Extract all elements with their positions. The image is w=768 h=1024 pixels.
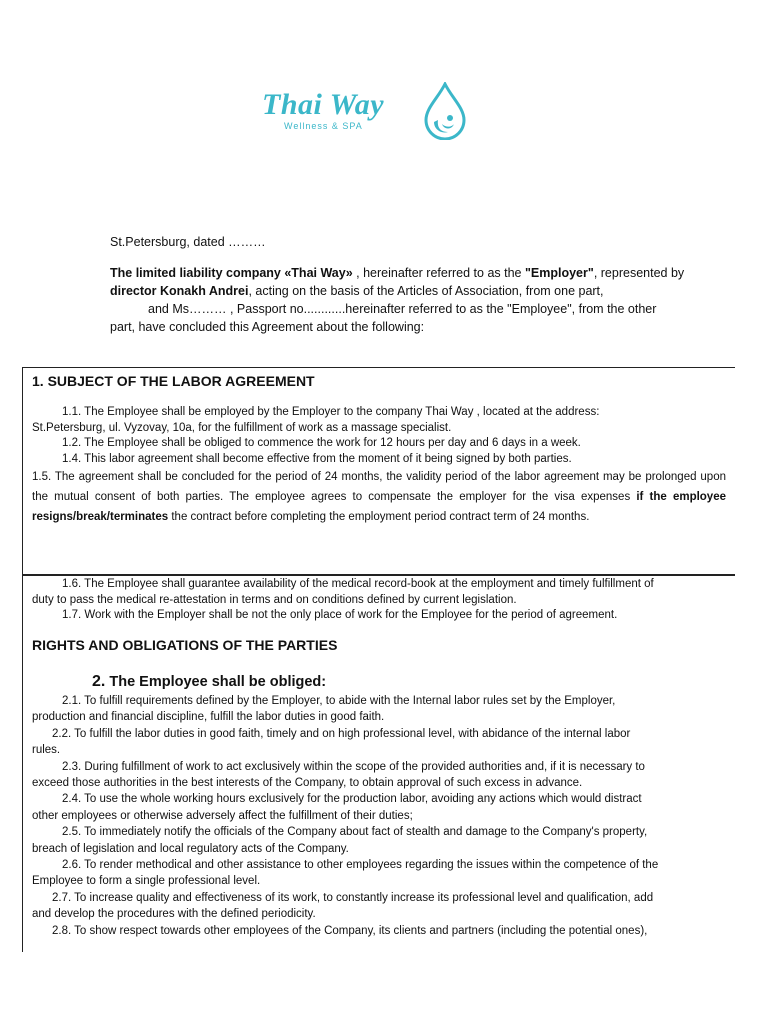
clause-2-2-cont: rules. (32, 744, 61, 757)
clause-1-4: 1.4. This labor agreement shall become effective from the moment of it being signed by both parties. (62, 452, 572, 465)
clause-emphasis: if the employee resigns/break/terminates (32, 491, 726, 523)
section-2-title: RIGHTS AND OBLIGATIONS OF THE PARTIES (32, 637, 338, 653)
clause-1-7: 1.7. Work with the Employer shall be not the only place of work for the Employee for the period of agreement. (62, 609, 618, 621)
clause-1-5 (32, 467, 726, 527)
company-name: The limited liability company «Thai Way» (110, 266, 353, 280)
section-2-subtitle (92, 673, 326, 691)
clause-2-5-cont: breach of legislation and local regulatory acts of the Company. (32, 842, 349, 855)
section-2-clauses (32, 693, 726, 939)
employer-term: "Employer" (524, 266, 594, 280)
logo-tagline: Wellness & SPA (284, 121, 363, 131)
section-1-title: 1. SUBJECT OF THE LABOR AGREEMENT (32, 373, 315, 389)
logo-name: Thai Way (262, 88, 385, 121)
clause-1-2: 1.2. The Employee shall be obliged to commence the work for 12 hours per day and 6 days in a week. (62, 437, 581, 449)
clause-2-3: 2.3. During fulfillment of work to act exclusively within the scope of the provided authorities and, if it is necessary to (62, 760, 645, 773)
intro-text: , represented by (593, 266, 685, 280)
subtitle-number: 2. (92, 673, 106, 690)
intro-block (110, 233, 725, 336)
section-1-clauses-cont (32, 577, 726, 624)
clause-2-7-cont: and develop the procedures with the defined periodicity. (32, 908, 316, 921)
clause-1-1-cont: St.Petersburg, ul. Vyzovay, 10a, for the fulfillment of work as a massage specialist. (32, 421, 452, 434)
clause-text: 1.5. The agreement shall be concluded for the period of 24 months, the validity period of the labor agreement may be prolonged upon the mutual consent of both parties. The employee agrees to compensate the employer for the visa expenses (32, 471, 726, 503)
place-and-date: St.Petersburg, dated ……… (110, 235, 266, 249)
clause-2-5: 2.5. To immediately notify the officials of the Company about fact of stealth and damage to the Company's property, (62, 826, 648, 839)
company-logo (262, 88, 472, 148)
intro-paragraph-1 (110, 264, 725, 300)
intro-text: , acting on the basis of the Articles of Association, from one part, (248, 284, 604, 298)
intro-text: , hereinafter referred to as the (352, 266, 525, 280)
clause-text: the contract before completing the employment period contract term of 24 months. (168, 511, 590, 523)
clause-2-2: 2.2. To fulfill the labor duties in good faith, timely and on high professional level, with abidance of the internal labor (52, 727, 631, 740)
clause-2-1-cont: production and financial discipline, fulfill the labor duties in good faith. (32, 711, 385, 724)
clause-2-4-cont: other employees or otherwise adversely affect the fulfillment of their duties; (32, 809, 413, 822)
clause-2-8: 2.8. To show respect towards other employees of the Company, its clients and partners (including the potential ones), (52, 924, 648, 937)
clause-2-6-cont: Employee to form a single professional level. (32, 875, 261, 888)
subtitle-text: The Employee shall be obliged: (105, 674, 327, 690)
clause-1-6: 1.6. The Employee shall guarantee availability of the medical record-book at the employment and timely fulfillment of (62, 578, 654, 590)
intro-paragraph-3: part, have concluded this Agreement about the following: (110, 320, 425, 334)
water-drop-icon (420, 82, 470, 140)
section-1-clauses (32, 405, 726, 527)
clause-1-6-cont: duty to pass the medical re-attestation in terms and on conditions defined by current legislation. (32, 593, 517, 606)
clause-2-7: 2.7. To increase quality and effectiveness of its work, to constantly increase its professional level and qualification, add (52, 891, 654, 904)
clause-2-6: 2.6. To render methodical and other assistance to other employees regarding the issues within the competence of the (62, 859, 659, 872)
clause-2-3-cont: exceed those authorities in the best interests of the Company, to obtain approval of such excess in advance. (32, 777, 583, 790)
clause-2-1: 2.1. To fulfill requirements defined by the Employer, to abide with the Internal labor rules set by the Employer, (62, 695, 616, 707)
director-name: director Konakh Andrei (110, 284, 249, 298)
clause-2-4: 2.4. To use the whole working hours exclusively for the production labor, avoiding any actions which would distract (62, 793, 642, 806)
intro-paragraph-2: and Ms……… , Passport no............hereinafter referred to as the "Employee", from the other (148, 302, 657, 316)
clause-1-1: 1.1. The Employee shall be employed by the Employer to the company Thai Way , located at the address: (62, 406, 600, 418)
